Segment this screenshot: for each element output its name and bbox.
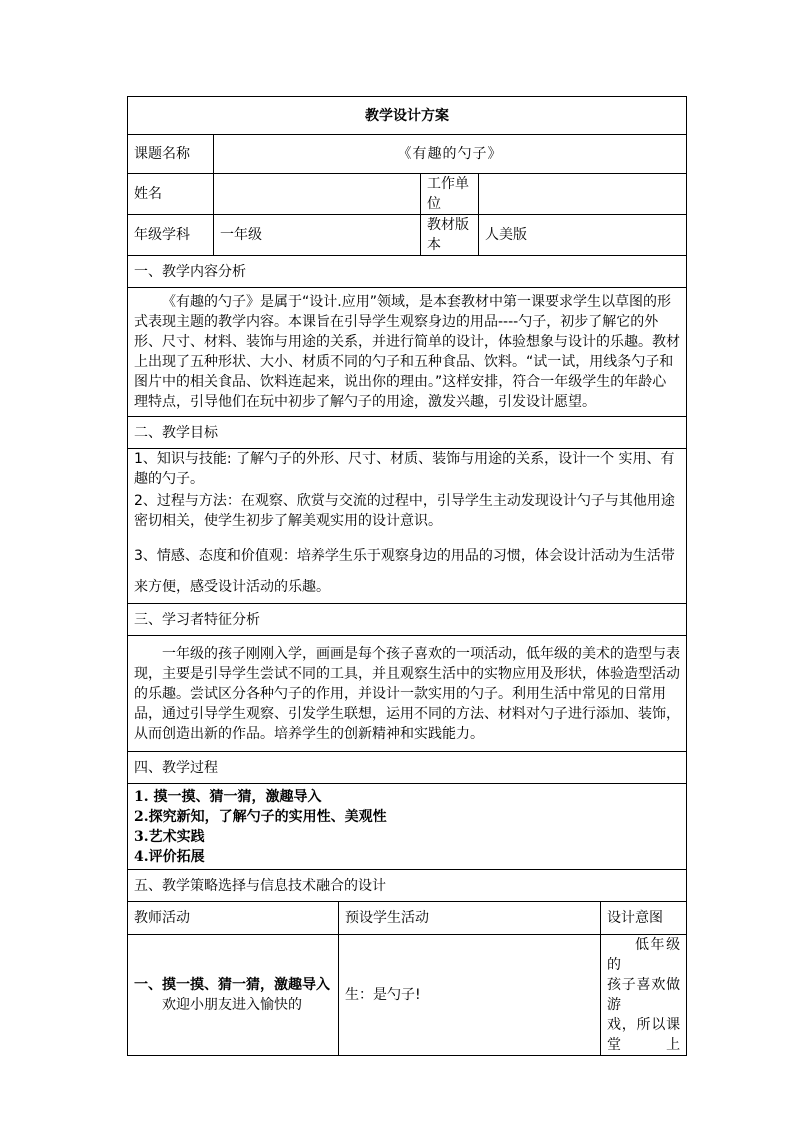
- work-unit-value: [479, 174, 687, 215]
- process-step-2: 2.探究新知，了解勺子的实用性、美观性: [134, 808, 387, 825]
- section-heading-objectives: 二、教学目标: [128, 417, 687, 449]
- content-analysis-paragraph: 《有趣的勺子》是属于“设计.应用”领域，是本套教材中第一课要求学生以草图的形式表现主题的教学内容。本课旨在引导学生观察身边的用品----勺子，初步了解它的外形、尺寸、材料、装饰与用途的关系，并进行简单的设计，体验想象与设计的乐趣。教材上出现了五种形状、大小、材质不同的勺子和五种食品、饮料。“试一试，用线条勺子和图片中的相关食品、饮料连起来，说出你的理由。”这样安排，符合一年级学生的年龄心理特点，引导他们在玩中初步了解勺子的用途，激发兴趣，引发设计愿望。: [134, 294, 680, 410]
- name-value: [214, 174, 421, 215]
- objective-1: 1、知识与技能: 了解勺子的外形、尺寸、材质、装饰与用途的关系，设计一个 实用、有趣的勺子。: [134, 451, 675, 487]
- design-intent-line-1: 低年级的: [607, 937, 681, 973]
- process-step-4: 4.评价拓展: [134, 848, 205, 865]
- textbook-value: 人美版: [479, 215, 687, 256]
- name-label: 姓名: [128, 174, 214, 215]
- section-heading-strategy: 五、教学策略选择与信息技术融合的设计: [128, 870, 687, 902]
- grade-value: 一年级: [214, 215, 421, 256]
- learner-analysis-paragraph: 一年级的孩子刚刚入学，画画是每个孩子喜欢的一项活动，低年级的美术的造型与表现，主要是引导学生尝试不同的工具，并且观察生活中的实物应用及形状，体验造型活动的乐趣。尝试区分各种勺子的作用，并设计一款实用的勺子。利用生活中常见的日常用品，通过引导学生观察、引发学生联想，运用不同的方法、材料对勺子进行添加、装饰，从而创造出新的作品。培养学生的创新精神和实践能力。: [134, 645, 680, 742]
- column-header-intent: 设计意图: [601, 902, 687, 935]
- student-activity-cell: [339, 935, 601, 1056]
- process-step-1: 1. 摸一摸、猜一猜，激趣导入: [134, 788, 322, 805]
- work-unit-label: 工作单位: [421, 174, 479, 215]
- lesson-label: 课题名称: [128, 135, 214, 174]
- lesson-plan-table: [127, 96, 687, 1056]
- teacher-activity-text: 欢迎小朋友进入愉快的: [162, 997, 302, 1013]
- objective-3: 3、情感、态度和价值观：培养学生乐于观察身边的用品的习惯，体会设计活动为生活带来方便，感受设计活动的乐趣。: [134, 548, 675, 595]
- design-intent-line-2: 孩子喜欢做游: [607, 977, 681, 1013]
- student-activity-text: 生：是勺子!: [345, 987, 421, 1003]
- section-heading-learner-analysis: 三、学习者特征分析: [128, 604, 687, 636]
- objectives-cell: [128, 449, 687, 604]
- teacher-activity-title: 一、摸一摸、猜一猜，激趣导入: [134, 977, 330, 993]
- textbook-label: 教材版本: [421, 215, 479, 256]
- content-analysis-text: [128, 288, 687, 417]
- objective-2: 2、过程与方法：在观察、欣赏与交流的过程中，引导学生主动发现设计勺子与其他用途密切相关，使学生初步了解美观实用的设计意识。: [134, 493, 675, 529]
- process-step-3: 3.艺术实践: [134, 828, 205, 845]
- teacher-activity-cell: [128, 935, 339, 1056]
- document-title: 教学设计方案: [128, 97, 687, 135]
- design-intent-cell: [601, 935, 687, 1056]
- column-header-teacher: 教师活动: [128, 902, 339, 935]
- grade-label: 年级学科: [128, 215, 214, 256]
- lesson-title: 《有趣的勺子》: [214, 135, 687, 174]
- process-steps: [128, 784, 687, 870]
- column-header-student: 预设学生活动: [339, 902, 601, 935]
- section-heading-content-analysis: 一、教学内容分析: [128, 256, 687, 288]
- design-intent-line-3: 戏，所以课堂上: [607, 1017, 681, 1053]
- section-heading-process: 四、教学过程: [128, 752, 687, 784]
- learner-analysis-text: [128, 636, 687, 752]
